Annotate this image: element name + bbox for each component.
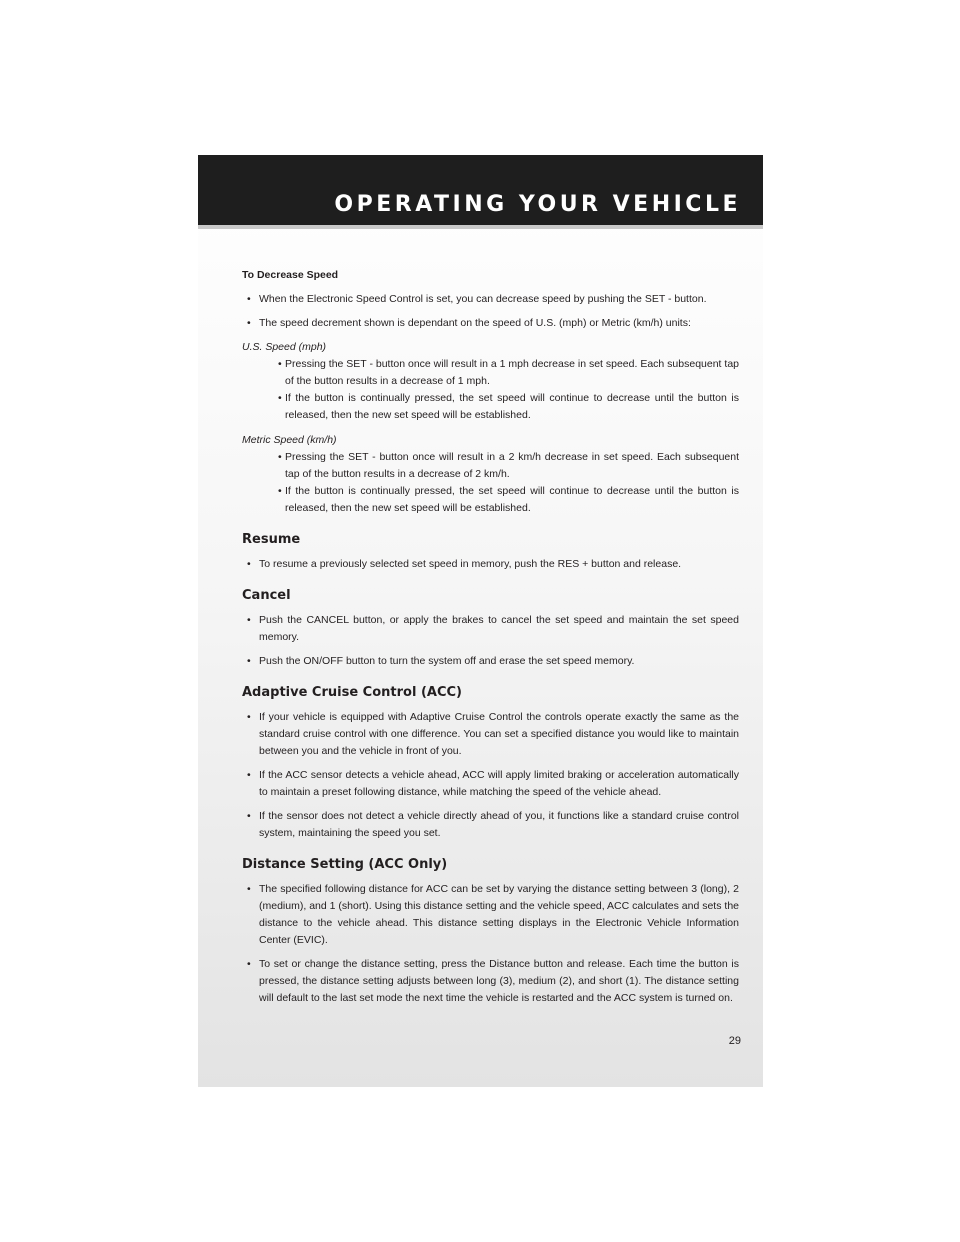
list-item: • Pressing the SET - button once will result in a 2 km/h decrease in set speed. Each subsequent tap of the button results in a decrease of 2 km/h.: [278, 451, 739, 480]
metric-speed-label: Metric Speed (km/h): [242, 434, 337, 446]
list-item: • If your vehicle is equipped with Adaptive Cruise Control the controls operate exactly the same as the standard cruise control with one difference. You can set a specified distance you would like to maintain between you and the vehicle in front of you.: [242, 709, 739, 760]
page-content: [242, 267, 739, 1014]
list-item: • The speed decrement shown is dependant on the speed of U.S. (mph) or Metric (km/h) units:: [242, 315, 739, 332]
list-item: • Push the ON/OFF button to turn the system off and erase the set speed memory.: [242, 653, 739, 670]
list-item: • Push the CANCEL button, or apply the brakes to cancel the set speed and maintain the set speed memory.: [242, 612, 739, 646]
list-item: • Pressing the SET - button once will result in a 1 mph decrease in set speed. Each subsequent tap of the button results in a decrease of 1 mph.: [278, 358, 739, 387]
list-item: • If the button is continually pressed, the set speed will continue to decrease until the button is released, then the new set speed will be established.: [278, 392, 739, 421]
metric-speed-group: [242, 432, 739, 517]
cancel-heading: Cancel: [242, 588, 291, 603]
list-item-text: If the button is continually pressed, the set speed will continue to decrease until the button is released, then the new set speed will be established.: [285, 392, 739, 421]
list-item: • If the sensor does not detect a vehicle directly ahead of you, it functions like a standard cruise control system, maintaining the speed you set.: [242, 808, 739, 842]
section-banner: [198, 155, 763, 229]
section-title: OPERATING YOUR VEHICLE: [334, 192, 741, 217]
list-item: • When the Electronic Speed Control is set, you can decrease speed by pushing the SET - button.: [242, 291, 739, 308]
list-item: • To set or change the distance setting, press the Distance button and release. Each time the button is pressed, the distance setting adjusts between long (3), medium (2), and short (1). The distance setting will default to the last set mode the next time the vehicle is restarted and the ACC system is turned on.: [242, 956, 739, 1007]
manual-page: [198, 155, 763, 1087]
list-item-text: Pressing the SET - button once will result in a 2 km/h decrease in set speed. Each subsequent tap of the button results in a decrease of 2 km/h.: [285, 451, 739, 480]
list-item-text: Pressing the SET - button once will result in a 1 mph decrease in set speed. Each subsequent tap of the button results in a decrease of 1 mph.: [285, 358, 739, 387]
decrease-speed-heading: To Decrease Speed: [242, 269, 339, 281]
distance-setting-heading: Distance Setting (ACC Only): [242, 857, 448, 872]
resume-heading: Resume: [242, 532, 301, 547]
acc-heading: Adaptive Cruise Control (ACC): [242, 685, 462, 700]
list-item: • The specified following distance for ACC can be set by varying the distance setting between 3 (long), 2 (medium), and 1 (short). Using this distance setting and the vehicle speed, ACC calculates and sets the distance to the vehicle ahead. This distance setting displays in the Electronic Vehicle Information Center (EVIC).: [242, 881, 739, 949]
us-speed-group: [242, 339, 739, 424]
page-number: 29: [728, 1035, 741, 1047]
us-speed-label: U.S. Speed (mph): [242, 341, 327, 353]
list-item: • To resume a previously selected set speed in memory, push the RES + button and release.: [242, 556, 739, 573]
list-item-text: If the button is continually pressed, the set speed will continue to decrease until the button is released, then the new set speed will be established.: [285, 485, 739, 514]
list-item: • If the ACC sensor detects a vehicle ahead, ACC will apply limited braking or acceleration automatically to maintain a preset following distance, while matching the speed of the vehicle ahead.: [242, 767, 739, 801]
list-item: • If the button is continually pressed, the set speed will continue to decrease until the button is released, then the new set speed will be established.: [278, 485, 739, 514]
